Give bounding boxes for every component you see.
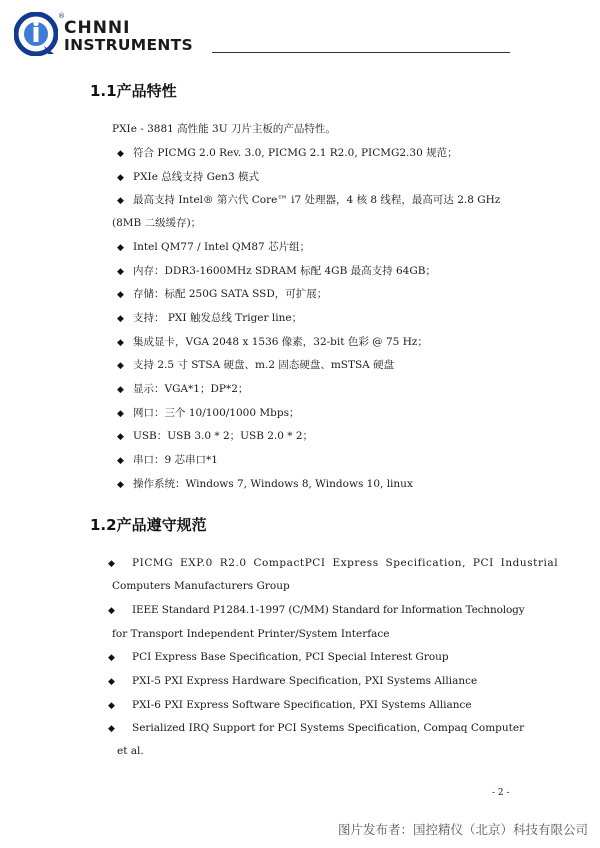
feature-item: ◆ 存储：标配 250G SATA SSD，可扩展； [117,288,328,300]
feature-item: ◆ USB：USB 3.0 * 2；USB 2.0 * 2； [117,430,314,442]
bullet-diamond-icon: ◆ [117,432,124,442]
page-number: - 2 - [492,788,510,798]
section-title-standards: 1.2产品遵守规范 [90,516,207,534]
bullet-diamond-icon: ◆ [108,606,115,616]
feature-item: ◆ 显示：VGA*1；DP*2； [117,383,249,395]
logo-text-line1: CHNNI [64,18,131,38]
standard-item: ◆ Serialized IRQ Support for PCI Systems Specification, Compaq Computer [108,722,525,734]
standard-item: ◆ PCI Express Base Specification, PCI Special Interest Group [108,651,449,663]
feature-item: ◆ 串口：9 芯串口*1 [117,454,218,466]
feature-item: ◆ 内存：DDR3-1600MHz SDRAM 标配 4GB 最高支持 64GB； [117,265,436,277]
section-title-features: 1.1产品特性 [90,82,177,100]
logo-text-line2: INSTRUMENTS [64,36,194,54]
bullet-diamond-icon: ◆ [117,173,124,183]
bullet-diamond-icon: ◆ [117,290,124,300]
bullet-diamond-icon: ◆ [117,338,124,348]
bullet-diamond-icon: ◆ [108,724,115,734]
feature-item: ◆ 最高支持 Intel® 第六代 Core™ i7 处理器，4 核 8 线程，最高可达 2.8 GHz [117,194,501,206]
bullet-diamond-icon: ◆ [108,677,115,687]
registered-mark: ® [58,12,65,20]
feature-item-continuation: (8MB 二级缓存)； [112,217,202,229]
standard-item-continuation: for Transport Independent Printer/System Interface [112,628,390,640]
standard-item: ◆ IEEE Standard P1284.1-1997 (C/MM) Standard for Information Technology [108,604,525,616]
header-rule [212,52,510,53]
bullet-diamond-icon: ◆ [117,149,124,159]
bullet-diamond-icon: ◆ [108,653,115,663]
standard-item: ◆ PXI-6 PXI Express Software Specification, PXI Systems Alliance [108,699,472,711]
company-logo [14,10,214,58]
feature-item: ◆ 支持 2.5 寸 STSA 硬盘、m.2 固态硬盘、mSTSA 硬盘 [117,359,395,371]
publisher-credit: 图片发布者：国控精仪（北京）科技有限公司 [337,822,588,837]
bullet-diamond-icon: ◆ [117,385,124,395]
bullet-diamond-icon: ◆ [117,314,124,324]
standard-item-continuation: et al. [117,745,144,757]
feature-item: ◆ 集成显卡，VGA 2048 x 1536 像素，32-bit 色彩 @ 75 Hz； [117,336,428,348]
feature-item: ◆ PXIe 总线支持 Gen3 模式 [117,171,259,183]
bullet-diamond-icon: ◆ [117,243,124,253]
bullet-diamond-icon: ◆ [117,361,124,371]
feature-item: ◆ 支持： PXI 触发总线 Triger line； [117,312,303,324]
company-logo-icon [14,12,58,56]
standard-item: ◆ PICMG EXP.0 R2.0 CompactPCI Express Specification, PCI Industrial [108,557,559,569]
features-intro: PXIe - 3881 高性能 3U 刀片主板的产品特性。 [112,123,336,135]
feature-item: ◆ Intel QM77 / Intel QM87 芯片组； [117,241,311,253]
bullet-diamond-icon: ◆ [117,409,124,419]
bullet-diamond-icon: ◆ [117,480,124,490]
feature-item: ◆ 网口：三个 10/100/1000 Mbps； [117,407,300,419]
feature-item: ◆ 操作系统：Windows 7, Windows 8, Windows 10, linux [117,478,413,490]
bullet-diamond-icon: ◆ [117,196,124,206]
bullet-diamond-icon: ◆ [108,559,115,569]
standard-item: ◆ PXI-5 PXI Express Hardware Specification, PXI Systems Alliance [108,675,478,687]
bullet-diamond-icon: ◆ [117,267,124,277]
bullet-diamond-icon: ◆ [117,456,124,466]
feature-item: ◆ 符合 PICMG 2.0 Rev. 3.0, PICMG 2.1 R2.0, PICMG2.30 规范； [117,147,458,159]
standard-item-continuation: Computers Manufacturers Group [112,580,290,592]
bullet-diamond-icon: ◆ [108,701,115,711]
